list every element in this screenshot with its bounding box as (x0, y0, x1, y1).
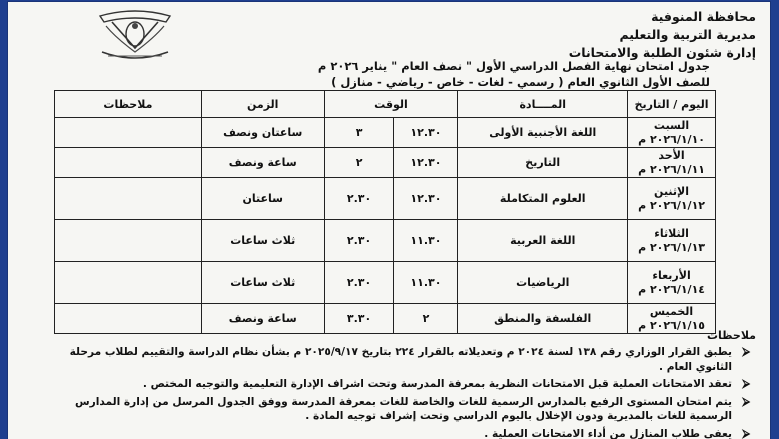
notes-cell (55, 262, 202, 304)
duration-cell: ثلاث ساعات (201, 220, 324, 262)
time-from-cell: ١١.٣٠ (394, 220, 458, 262)
time-to-cell: ٢.٣٠ (324, 262, 394, 304)
notes-list (50, 345, 750, 439)
subject-cell: الفلسفة والمنطق (458, 304, 628, 334)
header-day-date: اليوم / التاريخ (628, 91, 716, 118)
duration-cell: ساعتان (201, 178, 324, 220)
arrow-bullet-icon: ⮚ (742, 377, 750, 390)
emblem-logo-icon (92, 8, 178, 60)
subject-cell: اللغة العربية (458, 220, 628, 262)
table-row (55, 262, 716, 304)
duration-cell: ثلاث ساعات (201, 262, 324, 304)
header-subject: المــــادة (458, 91, 628, 118)
list-item: ⮚ يتم امتحان المستوى الرفيع بالمدارس الرسمية للغات والخاصة للغات بمعرفة المدرسة ووفق الجدول المرسل من إدارة المدارس الرسمية للغات بالمديرية ودون الإخلال باليوم الدراسي وتحت إشراف توجيه المادة . (75, 394, 750, 422)
time-from-cell: ١٢.٣٠ (394, 118, 458, 148)
header-notes: ملاحظات (55, 91, 202, 118)
table-header-row (55, 91, 716, 118)
table-row (55, 178, 716, 220)
notes-cell (55, 304, 202, 334)
arrow-bullet-icon: ⮚ (742, 394, 750, 408)
arrow-bullet-icon: ⮚ (742, 426, 750, 439)
subject-cell: اللغة الأجنبية الأولى (458, 118, 628, 148)
exam-schedule-table (54, 90, 716, 334)
day-date-cell: الخميس ٢٠٢٦/١/١٥ م (628, 304, 716, 334)
department-name: إدارة شئون الطلبة والامتحانات (568, 45, 756, 60)
time-to-cell: ٣ (324, 118, 394, 148)
day-date-cell: الثلاثاء ٢٠٢٦/١/١٣ م (628, 220, 716, 262)
duration-cell: ساعتان ونصف (201, 118, 324, 148)
governorate-name: محافظة المنوفية (651, 9, 756, 24)
subject-cell: العلوم المتكاملة (458, 178, 628, 220)
notes-heading: ملاحظات (707, 329, 756, 342)
notes-cell (55, 178, 202, 220)
list-item: ⮚ يطبق القرار الوزاري رقم ١٣٨ لسنة ٢٠٢٤ م وتعديلاته بالقرار ٢٢٤ بتاريخ ٢٠٢٥/٩/١٧ م بشأن نظام الدراسة والتقييم لطلاب مرحلة الثانوي العام . (69, 345, 750, 373)
document-subtitle: للصف الأول الثانوي العام ( رسمي - لغات - خاص - رياضي - منازل ) (331, 75, 710, 89)
directorate-name: مديرية التربية والتعليم (619, 27, 756, 42)
title-block (318, 58, 710, 90)
header-block (569, 8, 756, 62)
duration-cell: ساعة ونصف (201, 148, 324, 178)
time-from-cell: ١٢.٣٠ (394, 148, 458, 178)
time-from-cell: ٢ (394, 304, 458, 334)
subject-cell: التاريخ (458, 148, 628, 178)
document-title: جدول امتحان نهاية الفصل الدراسي الأول " نصف العام " يناير ٢٠٢٦ م (317, 59, 710, 73)
notes-cell (55, 118, 202, 148)
table-row (55, 148, 716, 178)
notes-cell (55, 220, 202, 262)
notes-cell (55, 148, 202, 178)
day-date-cell: السبت ٢٠٢٦/١/١٠ م (628, 118, 716, 148)
day-date-cell: الإثنين ٢٠٢٦/١/١٢ م (628, 178, 716, 220)
list-item: ⮚ يعفى طلاب المنازل من أداء الامتحانات العملية . (484, 426, 750, 439)
day-date-cell: الأربعاء ٢٠٢٦/١/١٤ م (628, 262, 716, 304)
subject-cell: الرياضيات (458, 262, 628, 304)
table-row (55, 220, 716, 262)
time-to-cell: ٣.٣٠ (324, 304, 394, 334)
time-to-cell: ٢.٣٠ (324, 178, 394, 220)
time-to-cell: ٢ (324, 148, 394, 178)
header-time: الوقت (324, 91, 458, 118)
arrow-bullet-icon: ⮚ (742, 345, 750, 358)
header-duration: الزمن (201, 91, 324, 118)
duration-cell: ساعة ونصف (201, 304, 324, 334)
day-date-cell: الأحد ٢٠٢٦/١/١١ م (628, 148, 716, 178)
table-row (55, 304, 716, 334)
table-row (55, 118, 716, 148)
time-to-cell: ٢.٣٠ (324, 220, 394, 262)
document-page (8, 2, 770, 439)
list-item: ⮚ تعقد الامتحانات العملية قبل الامتحانات النظرية بمعرفة المدرسة وتحت اشراف الإدارة التعليمية والتوجيه المختص . (142, 377, 750, 390)
time-from-cell: ١٢.٣٠ (394, 178, 458, 220)
time-from-cell: ١١.٣٠ (394, 262, 458, 304)
